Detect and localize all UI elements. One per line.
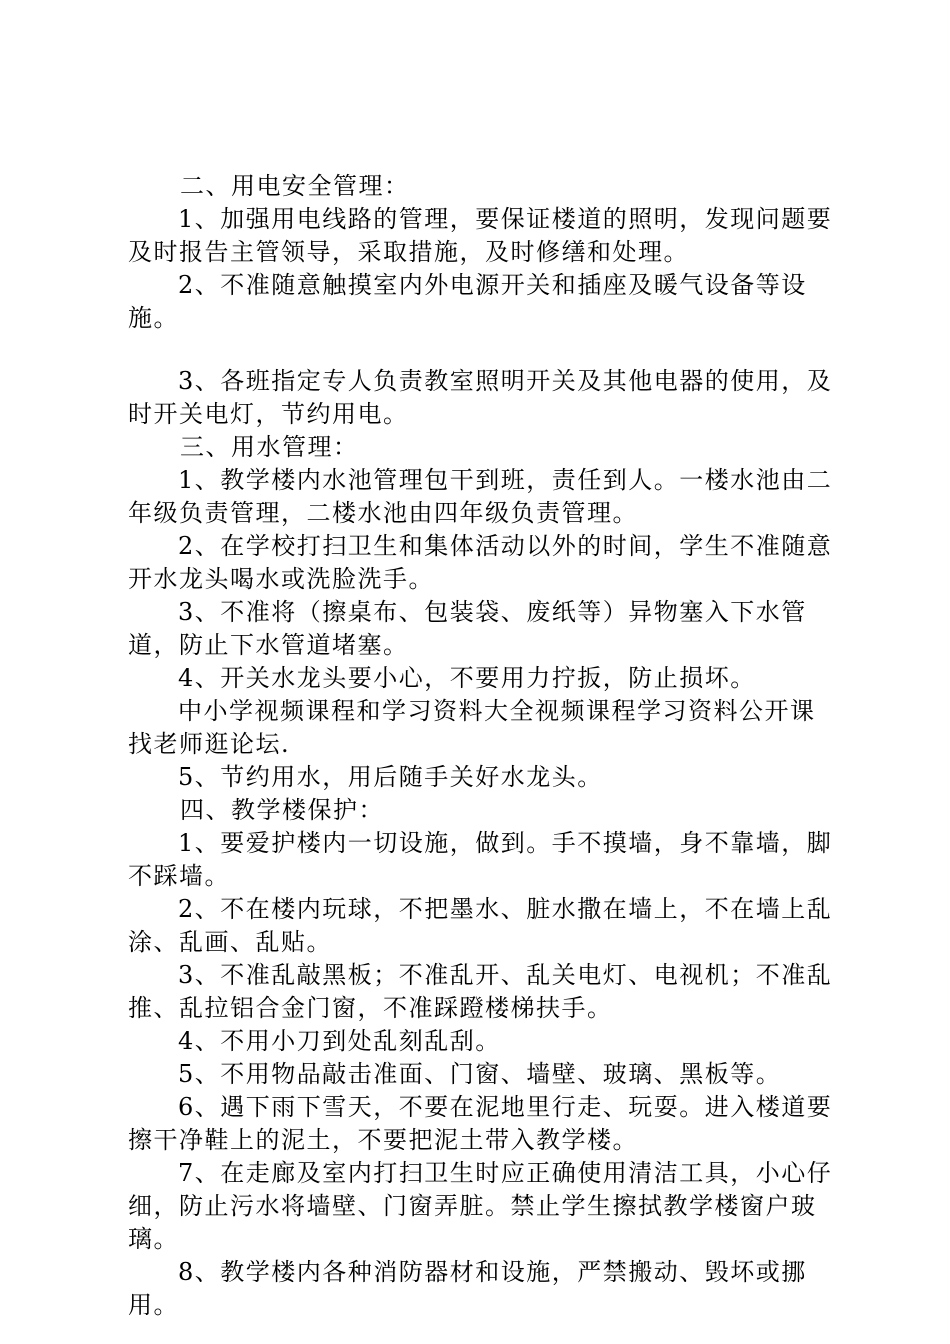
paragraph-building-5: 5、不用物品敲击准面、门窗、墙壁、玻璃、黑板等。: [178, 1060, 782, 1088]
paragraph-building-6: 6、遇下雨下雪天，不要在泥地里行走、玩耍。进入楼道要擦干净鞋上的泥土，不要把泥土带入教学楼。: [128, 1093, 833, 1154]
paragraph-inserted-notice: 中小学视频课程和学习资料大全视频课程学习资料公开课找老师逛论坛.: [128, 697, 816, 758]
paragraph-building-4: 4、不用小刀到处乱刻乱刮。: [178, 1027, 501, 1055]
paragraph-building-1: 1、要爱护楼内一切设施，做到。手不摸墙，身不靠墙，脚不踩墙。: [128, 829, 833, 890]
paragraph-electricity-1: 1、加强用电线路的管理，要保证楼道的照明，发现问题要及时报告主管领导，采取措施，及时修缮和处理。: [128, 205, 833, 266]
paragraph-water-5: 5、节约用水，用后随手关好水龙头。: [178, 763, 603, 791]
paragraph-water-4: 4、开关水龙头要小心，不要用力拧扳，防止损坏。: [178, 664, 756, 692]
paragraph-water-2: 2、在学校打扫卫生和集体活动以外的时间，学生不准随意开水龙头喝水或洗脸洗手。: [128, 532, 833, 593]
paragraph-building-7: 7、在走廊及室内打扫卫生时应正确使用清洁工具，小心仔细，防止污水将墙壁、门窗弄脏。禁止学生擦拭教学楼窗户玻璃。: [128, 1159, 833, 1253]
section-heading-electricity: 二、用电安全管理：: [180, 172, 410, 200]
paragraph-building-3: 3、不准乱敲黑板；不准乱开、乱关电灯、电视机；不准乱推、乱拉铝合金门窗，不准踩蹬楼梯扶手。: [128, 961, 833, 1022]
paragraph-water-3: 3、不准将（擦桌布、包装袋、废纸等）异物塞入下水管道，防止下水管道堵塞。: [128, 598, 807, 659]
section-heading-water: 三、用水管理：: [180, 433, 359, 461]
paragraph-electricity-2: 2、不准随意触摸室内外电源开关和插座及暖气设备等设施。: [128, 271, 807, 332]
section-heading-building-protection: 四、教学楼保护：: [180, 796, 384, 824]
paragraph-water-1: 1、教学楼内水池管理包干到班，责任到人。一楼水池由二年级负责管理，二楼水池由四年级负责管理。: [128, 466, 833, 527]
paragraph-building-8: 8、教学楼内各种消防器材和设施，严禁搬动、毁坏或挪用。: [128, 1258, 807, 1319]
paragraph-building-2: 2、不在楼内玩球，不把墨水、脏水撒在墙上，不在墙上乱涂、乱画、乱贴。: [128, 895, 833, 956]
paragraph-electricity-3: 3、各班指定专人负责教室照明开关及其他电器的使用，及时开关电灯，节约用电。: [128, 367, 833, 428]
document-body: [128, 170, 840, 1322]
